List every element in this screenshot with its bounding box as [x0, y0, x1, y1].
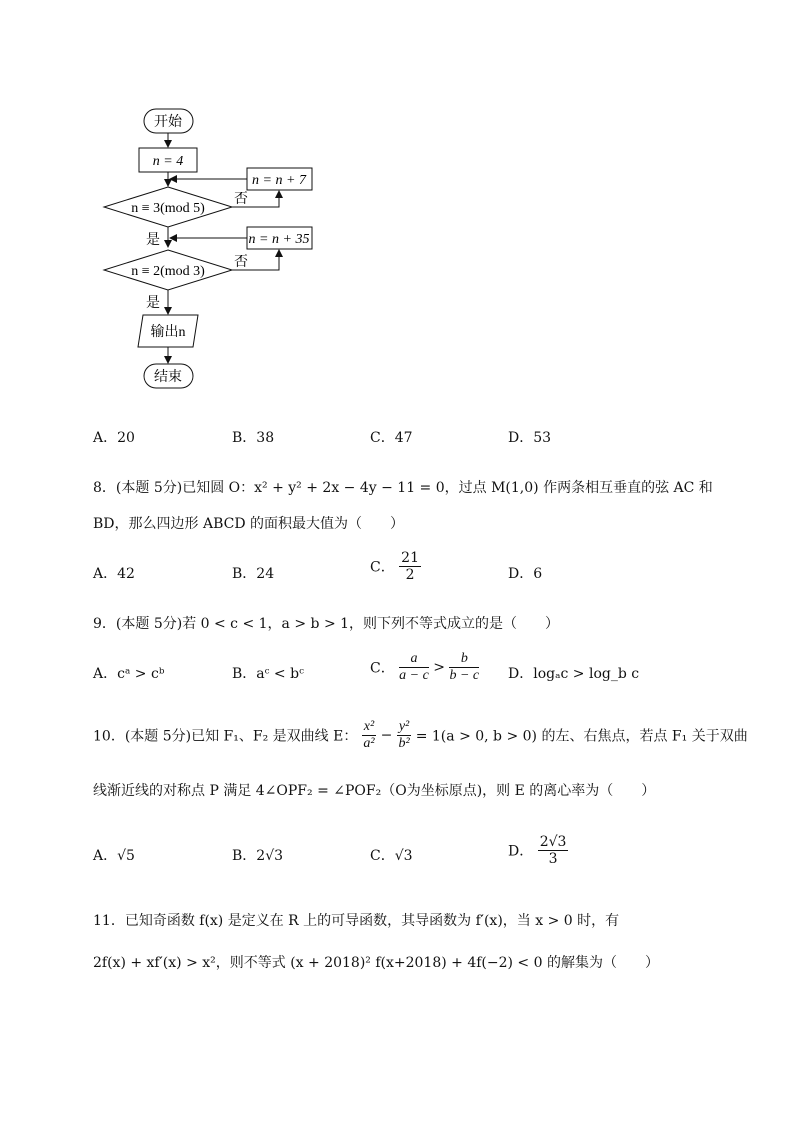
- q10-option-d-fraction: [538, 834, 569, 867]
- q10-option-d-letter: D．: [508, 843, 534, 860]
- q9-option-c-right: [449, 651, 479, 684]
- q7-option-b: B．38: [232, 430, 275, 446]
- q10-option-d-num: 2√3: [539, 834, 567, 850]
- q8-option-d: D．6: [508, 566, 543, 582]
- q8-option-c-num: 21: [401, 550, 419, 566]
- q9-option-c: C． $\frac{a}{a - c}$ > $\frac{b}{b - c}$: [370, 651, 480, 683]
- q9-option-c-right-num: b: [449, 651, 479, 668]
- init-label: n = 4: [152, 154, 184, 169]
- q9-option-c-left-den: a − c: [399, 668, 429, 683]
- flowchart: [96, 100, 326, 395]
- output-label: 输出n: [150, 325, 186, 340]
- q10-frac2-num: y²: [398, 719, 410, 734]
- q9-option-c-left: [399, 651, 429, 684]
- q10-frac1-den: a²: [363, 736, 375, 751]
- cond-top-label: n ≡ 3(mod 5): [131, 201, 205, 216]
- q8-option-c-letter: C．: [370, 559, 395, 576]
- yes-label-top: 是: [146, 233, 160, 248]
- q9-option-a: A．cᵃ > cᵇ: [93, 666, 165, 682]
- q10-option-d: [508, 834, 568, 867]
- q10-frac1: [362, 719, 376, 752]
- q8-option-c: [370, 550, 421, 583]
- q9-option-b: B．aᶜ < bᶜ: [232, 666, 304, 682]
- q11-stem-line2: 2f(x) + xf′(x) > x²，则不等式 (x + 2018)² f(x+2018) + 4f(−2) < 0 的解集为（ ）: [93, 955, 659, 971]
- q10-line1-a: 10．(本题 5分)已知 F₁、F₂ 是双曲线 E：: [93, 728, 358, 745]
- q8-stem-line1: 8．(本题 5分)已知圆 O：x² + y² + 2x − 4y − 11 = 0，过点 M(1,0) 作两条相互垂直的弦 AC 和: [93, 480, 713, 496]
- q10-frac2-den: b²: [398, 736, 410, 751]
- no-label-bottom: 否: [234, 255, 248, 270]
- no-label-top: 否: [234, 192, 248, 207]
- q8-option-c-den: 2: [405, 567, 415, 583]
- q10-minus: −: [380, 727, 397, 744]
- q7-option-c: C．47: [370, 430, 413, 446]
- update-bottom-label: n = n + 35: [248, 232, 310, 247]
- end-label: 结束: [154, 370, 182, 385]
- q7-option-d: D．53: [508, 430, 552, 446]
- yes-label-bottom: 是: [146, 296, 160, 311]
- q9-option-d: D．logₐc > log_b c: [508, 666, 640, 682]
- q8-option-c-fraction: [399, 550, 421, 583]
- q11-stem-line1: 11．已知奇函数 f(x) 是定义在 R 上的可导函数，其导函数为 f′(x)，当 x > 0 时，有: [93, 913, 620, 929]
- q10-option-a: A．√5: [93, 848, 135, 864]
- q10-frac1-num: x²: [363, 719, 375, 734]
- q9-stem: 9．(本题 5分)若 0 < c < 1，a > b > 1，则下列不等式成立的是（ ）: [93, 616, 560, 632]
- q9-option-c-letter: C．: [370, 660, 395, 677]
- start-label: 开始: [154, 115, 182, 130]
- q8-option-a: A．42: [93, 566, 135, 582]
- q10-frac2: [397, 719, 411, 752]
- q10-stem-line1: [93, 719, 748, 752]
- q10-option-b: B．2√3: [232, 848, 284, 864]
- q10-stem-line2: 线渐近线的对称点 P 满足 4∠OPF₂ = ∠POF₂（O为坐标原点)，则 E 的离心率为（ ）: [93, 783, 656, 799]
- q8-stem-line2: BD，那么四边形 ABCD 的面积最大值为（ ）: [93, 516, 405, 532]
- cond-bottom-label: n ≡ 2(mod 3): [131, 264, 205, 279]
- q10-option-c: C．√3: [370, 848, 413, 864]
- update-top-label: n = n + 7: [252, 173, 306, 188]
- q7-option-a: A．20: [93, 430, 135, 446]
- q9-option-c-right-den: b − c: [449, 668, 480, 683]
- q8-option-b: B．24: [232, 566, 275, 582]
- q9-option-c-left-num: a: [399, 651, 429, 668]
- q10-option-d-den: 3: [548, 851, 558, 867]
- q10-line1-b: = 1(a > 0, b > 0) 的左、右焦点，若点 F₁ 关于双曲: [415, 728, 748, 745]
